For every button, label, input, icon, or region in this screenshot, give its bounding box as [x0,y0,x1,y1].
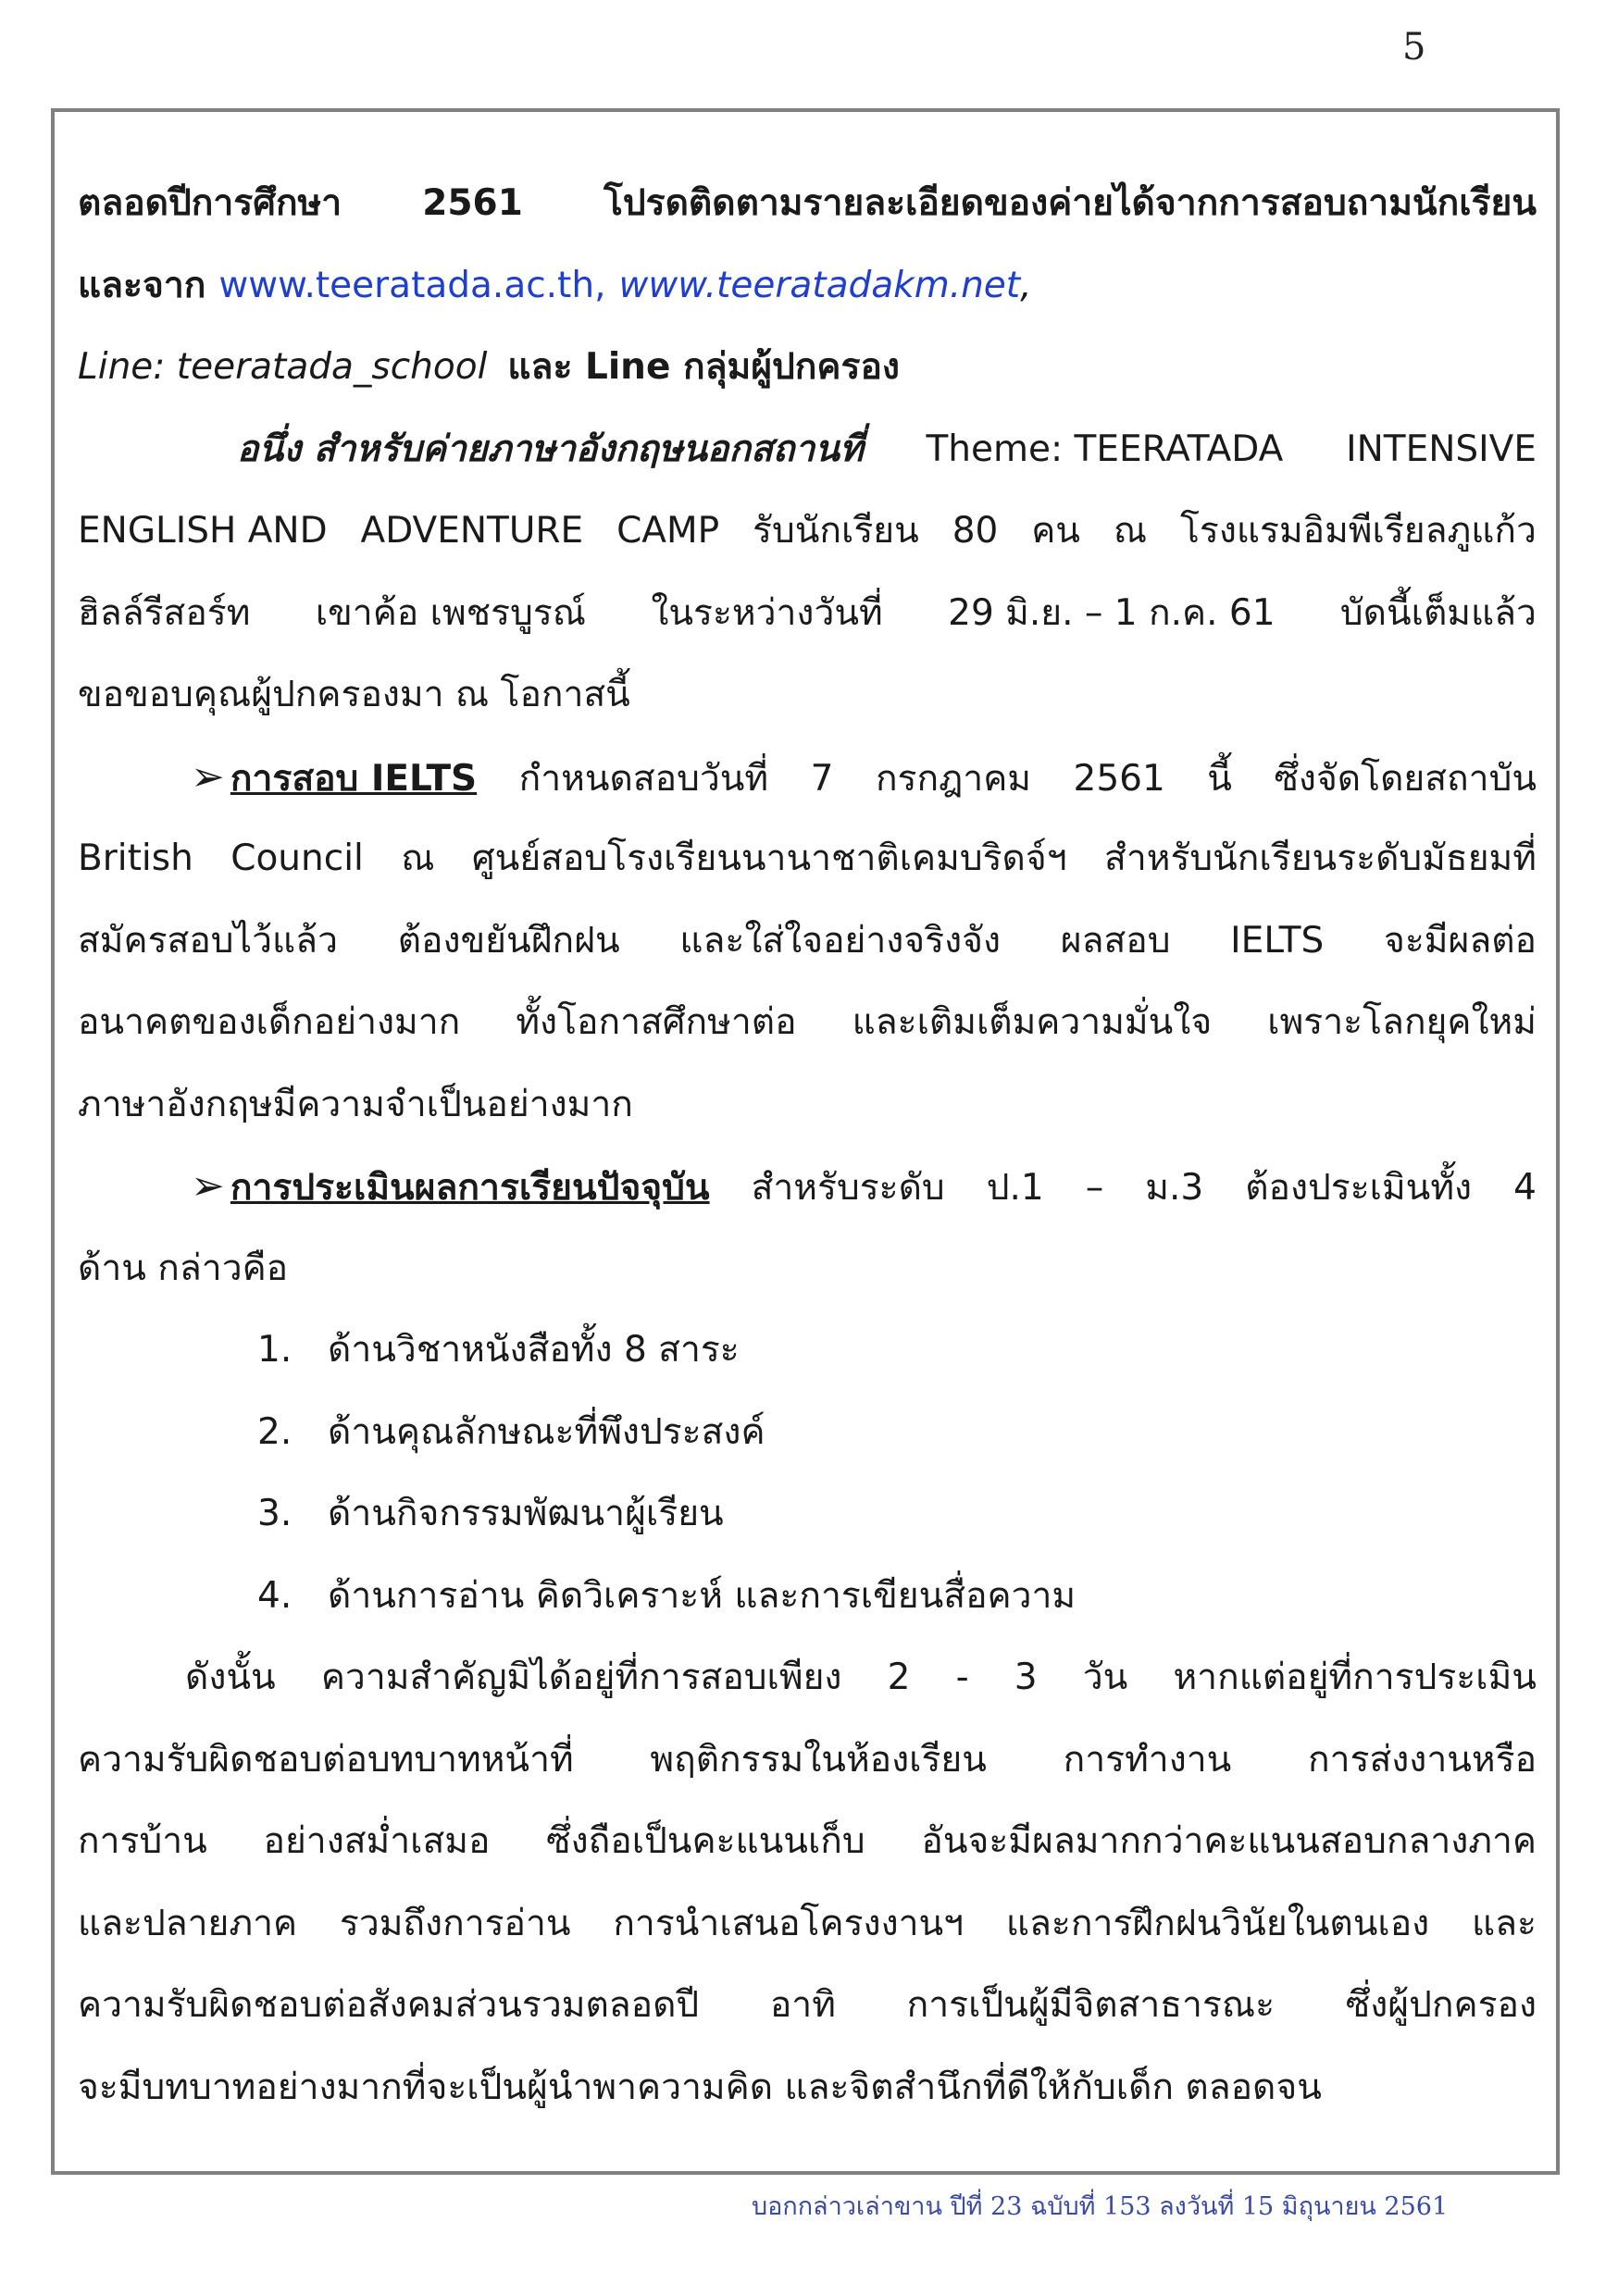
word: อาทิ [769,1984,836,2026]
word: ADVENTURE [360,510,584,552]
word: การบ้าน [78,1820,207,1862]
word: ซึ่งจัดโดยสถาบัน [1274,758,1537,800]
word: โรงแรมอิมพีเรียลภูแก้ว [1179,510,1537,552]
word: พฤติกรรมในห้องเรียน [650,1739,987,1781]
word: อย่างสม่ำเสมอ [263,1820,491,1862]
word: - [955,1657,969,1698]
word: ความสำคัญมิได้อยู่ที่การสอบเพียง [320,1657,842,1698]
word: 3 [1014,1657,1038,1698]
word: สำหรับนักเรียนระดับมัธยมที่ [1104,838,1537,879]
word: ตลอดปีการศึกษา [78,182,342,224]
word: British [78,838,193,879]
word: – [1085,1167,1104,1209]
word: และการฝึกฝนวินัยในตนเอง [1005,1903,1430,1944]
word: ซึ่งผู้ปกครอง [1345,1984,1537,2026]
word: 29 มิ.ย. – 1 ก.ค. 61 [948,592,1276,634]
word: การนำเสนอโครงงานฯ [613,1903,965,1944]
word: ณ [401,838,435,879]
word: 80 [952,510,999,552]
list-item [257,1322,740,1378]
word: Theme: TEERATADA [926,428,1284,470]
list-item [257,1569,1076,1624]
word: Council [230,838,364,879]
ielts-line5 [78,1077,1537,1133]
word: ต้องขยันฝึกฝน [397,920,620,962]
para1-line2 [78,258,1537,314]
word: อนาคตของเด็กอย่างมาก [78,1001,461,1043]
list-text: ด้านการอ่าน คิดวิเคราะห์ และการเขียนสื่อความ [328,1575,1077,1617]
conclusion-line2 [78,1732,1537,1788]
word: บัดนี้เต็มแล้ว [1339,592,1537,634]
word: สมัครสอบไว้แล้ว [78,920,338,962]
word: การทำงาน [1063,1739,1232,1781]
conclusion-line5 [78,1978,1537,2033]
word: ENGLISH AND [78,510,328,552]
line-id: Line: teeratada_school [78,346,488,388]
arrow-icon: ➢ [191,1162,225,1210]
word: รวมถึงการอ่าน [339,1903,571,1944]
word: เพราะโลกยุคใหม่ [1267,1001,1537,1043]
list-text: ด้านกิจกรรมพัฒนาผู้เรียน [328,1493,724,1534]
word: ศูนย์สอบโรงเรียนนานาชาติเคมบริดจ์ฯ [471,838,1067,879]
word: เขาค้อ เพชรบูรณ์ [315,592,586,634]
word: ณ [1113,510,1148,552]
word: การเป็นผู้มีจิตสาธารณะ [906,1984,1276,2026]
word: ความรับผิดชอบต่อบทบาทหน้าที่ [78,1739,574,1781]
word: จะมีผลต่อ [1383,920,1537,962]
ielts-line1 [191,750,1537,805]
word: และเติมเต็มความมั่นใจ [852,1001,1213,1043]
word: 2561 [422,182,523,224]
assessment-intro: ด้าน กล่าวคือ [78,1247,289,1289]
word: INTENSIVE [1346,428,1537,470]
para1-line1 [78,176,1537,231]
ielts-line2 [78,831,1537,887]
word: กำหนดสอบวันที่ [518,758,769,800]
assessment-title: การประเมินผลการเรียนปัจจุบัน [230,1167,710,1209]
word: สำหรับระดับ [751,1167,945,1209]
word: อันจะมีผลมากกว่าคะแนนสอบกลางภาค [921,1820,1537,1862]
conclusion-line3 [78,1814,1537,1869]
word: ต้องประเมินทั้ง [1245,1167,1473,1209]
ielts-title: การสอบ IELTS [230,758,478,800]
word: ในระหว่างวันที่ [651,592,883,634]
conclusion-line6 [78,2060,1537,2116]
ielts-line4 [78,995,1537,1050]
word: รับนักเรียน [753,510,919,552]
assessment-line1 [191,1159,1537,1214]
word: กรกฎาคม [875,758,1031,800]
word: โปรดติดตามรายละเอียดของค่ายได้จากการสอบถามนักเรียน [603,182,1537,224]
para2-line3 [78,586,1537,641]
list-text: ด้านวิชาหนังสือทั้ง 8 สาระ [328,1329,740,1371]
list-item [257,1405,765,1460]
thanks-text: ขอขอบคุณผู้ปกครองมา ณ โอกาสนี้ [78,674,630,715]
word: การส่งงานหรือ [1308,1739,1537,1781]
list-text: ด้านคุณลักษณะที่พึงประสงค์ [328,1411,765,1453]
word: และปลายภาค [78,1903,298,1944]
line-group: และ Line กลุ่มผู้ปกครอง [507,346,900,388]
word: วัน [1082,1657,1128,1698]
word: IELTS [1230,920,1325,962]
list-number: 1. [257,1329,292,1371]
word: ดังนั้น [185,1657,276,1698]
word: ม.3 [1145,1167,1204,1209]
para2-line2 [78,503,1537,559]
line2-prefix: และจาก [78,265,206,306]
word: 2561 [1073,758,1165,800]
word: ฮิลล์รีสอร์ท [78,592,251,634]
word: 7 [810,758,834,800]
list-number: 2. [257,1411,292,1453]
conclusion-line1 [185,1650,1537,1706]
word: ทั้งโอกาสศึกษาต่อ [516,1001,797,1043]
assessment-line2 [78,1241,1537,1297]
ielts-closing: ภาษาอังกฤษมีความจำเป็นอย่างมาก [78,1084,633,1125]
para2-line1 [237,422,1537,478]
website-link-1[interactable]: www.teeratada.ac.th, [218,265,606,306]
list-item [257,1486,724,1542]
assessment-heading [191,1159,710,1216]
word: คน [1031,510,1080,552]
page-number: 5 [1402,26,1426,68]
word: นี้ [1207,758,1232,800]
conclusion-last-line: จะมีบทบาทอย่างมากที่จะเป็นผู้นำพาความคิด และจิตสำนึกที่ดีให้กับเด็ก ตลอดจน [78,2066,1322,2108]
para1-line3 [78,340,1537,395]
word: หากแต่อยู่ที่การประเมิน [1173,1657,1537,1698]
list-number: 3. [257,1493,292,1534]
word: ซึ่งถือเป็นคะแนนเก็บ [546,1820,865,1862]
word: 4 [1513,1167,1537,1209]
conclusion-line4 [78,1896,1537,1952]
word: และ [1471,1903,1537,1944]
website-link-2[interactable]: www.teeratadakm.net, [618,265,1032,306]
word: ผลสอบ [1060,920,1171,962]
arrow-icon: ➢ [191,753,225,800]
camp-heading: อนึ่ง สำหรับค่ายภาษาอังกฤษนอกสถานที่ [237,428,864,470]
list-number: 4. [257,1575,292,1617]
newsletter-footer: บอกกล่าวเล่าขาน ปีที่ 23 ฉบับที่ 153 ลงวันที่ 15 มิถุนายน 2561 [752,2192,1449,2221]
word: ป.1 [986,1167,1044,1209]
word: และใส่ใจอย่างจริงจัง [679,920,1002,962]
word: CAMP [616,510,720,552]
word: ความรับผิดชอบต่อสังคมส่วนรวมตลอดปี [78,1984,700,2026]
ielts-heading [191,750,477,807]
word: 2 [887,1657,911,1698]
para2-line4 [78,667,1537,723]
ielts-line3 [78,913,1537,969]
